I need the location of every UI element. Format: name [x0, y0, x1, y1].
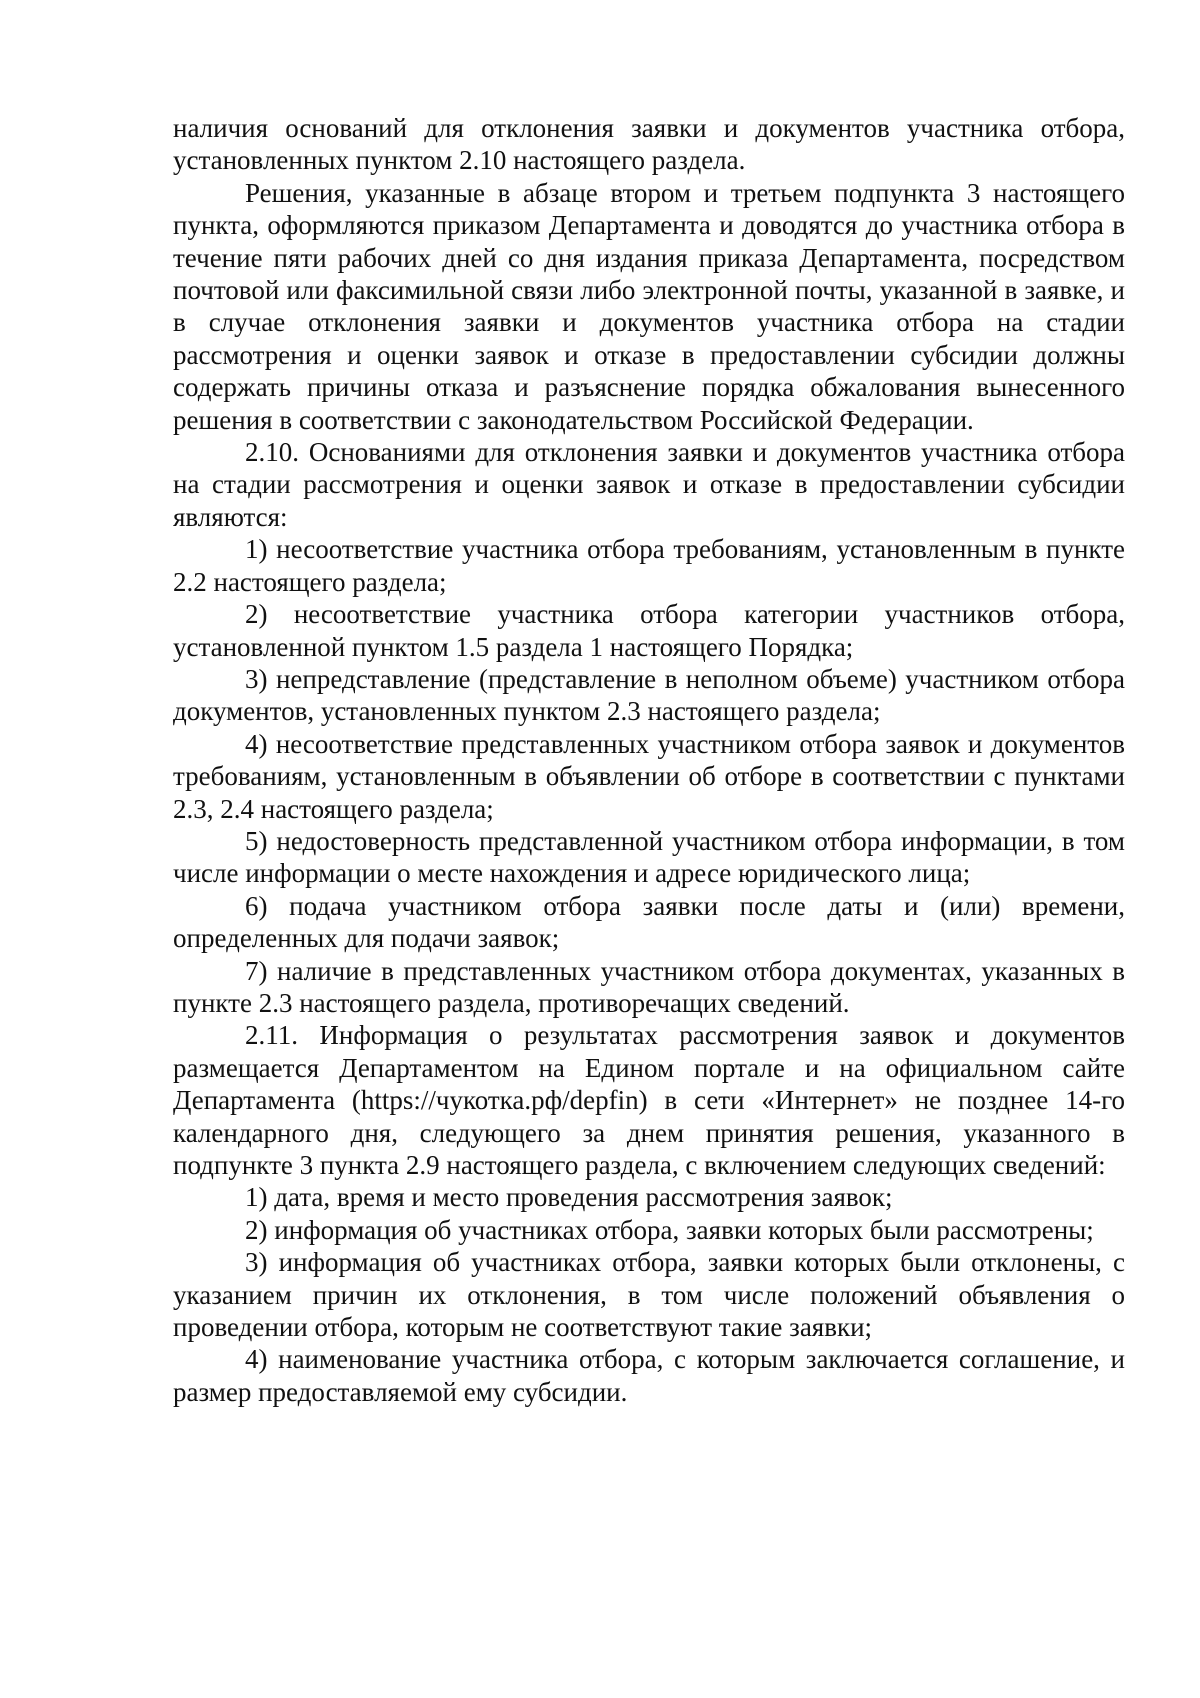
paragraph-decisions: Решения, указанные в абзаце втором и третьем подпункта 3 настоящего пункта, оформляются приказом Департамента и доводятся до участника отбора в течение пяти рабочих дней со дня издания приказа Департамента, посредством почтовой или факсимильной связи либо электронной почты, указанной в заявке, и в случае отклонения заявки и документов участника отбора на стадии рассмотрения и оценки заявок и отказе в предоставлении субсидии должны содержать причины отказа и разъяснение порядка обжалования вынесенного решения в соответствии с законодательством Российской Федерации.: [173, 177, 1125, 435]
list-item-2-11-4: 4) наименование участника отбора, с которым заключается соглашение, и размер предоставляемой ему субсидии.: [173, 1344, 1125, 1407]
list-item-2-11-3: 3) информация об участниках отбора, заявки которых были отклонены, с указанием причин их отклонения, в том числе положений объявления о проведении отбора, которым не соответствуют такие заявки;: [173, 1247, 1125, 1343]
paragraph-continuation: наличия оснований для отклонения заявки и документов участника отбора, установленных пунктом 2.10 настоящего раздела.: [173, 113, 1125, 176]
list-item-2-10-1: 1) несоответствие участника отбора требованиям, установленным в пункте 2.2 настоящего раздела;: [173, 534, 1125, 597]
list-item-2-10-6: 6) подача участником отбора заявки после даты и (или) времени, определенных для подачи заявок;: [173, 890, 1125, 954]
list-item-2-10-2: 2) несоответствие участника отбора категории участников отбора, установленной пунктом 1.5 раздела 1 настоящего Порядка;: [173, 599, 1125, 662]
list-item-2-10-7: 7) наличие в представленных участником отбора документах, указанных в пункте 2.3 настоящего раздела, противоречащих сведений.: [173, 955, 1125, 1018]
paragraph-2-10: 2.10. Основаниями для отклонения заявки и документов участника отбора на стадии рассмотрения и оценки заявок и отказе в предоставлении субсидии являются:: [173, 437, 1125, 532]
list-item-2-11-1: 1) дата, время и место проведения рассмотрения заявок;: [245, 1182, 893, 1213]
paragraph-2-11: 2.11. Информация о результатах рассмотрения заявок и документов размещается Департаментом на Едином портале и на официальном сайте Департамента (https://чукотка.рф/depfin) в сети «Интернет» не позднее 14-го календарного дня, следующего за днем принятия решения, указанного в подпункте 3 пункта 2.9 настоящего раздела, с включением следующих сведений:: [173, 1020, 1125, 1180]
list-item-2-10-3: 3) непредставление (представление в неполном объеме) участником отбора документов, установленных пунктом 2.3 настоящего раздела;: [173, 663, 1125, 727]
list-item-2-10-4: 4) несоответствие представленных участником отбора заявок и документов требованиям, установленным в объявлении об отборе в соответствии с пунктами 2.3, 2.4 настоящего раздела;: [173, 728, 1125, 824]
document-body: [173, 112, 1125, 1408]
list-item-2-11-2: 2) информация об участниках отбора, заявки которых были рассмотрены;: [245, 1214, 1094, 1245]
list-item-2-10-5: 5) недостоверность представленной участником отбора информации, в том числе информации о месте нахождения и адресе юридического лица;: [173, 825, 1125, 889]
